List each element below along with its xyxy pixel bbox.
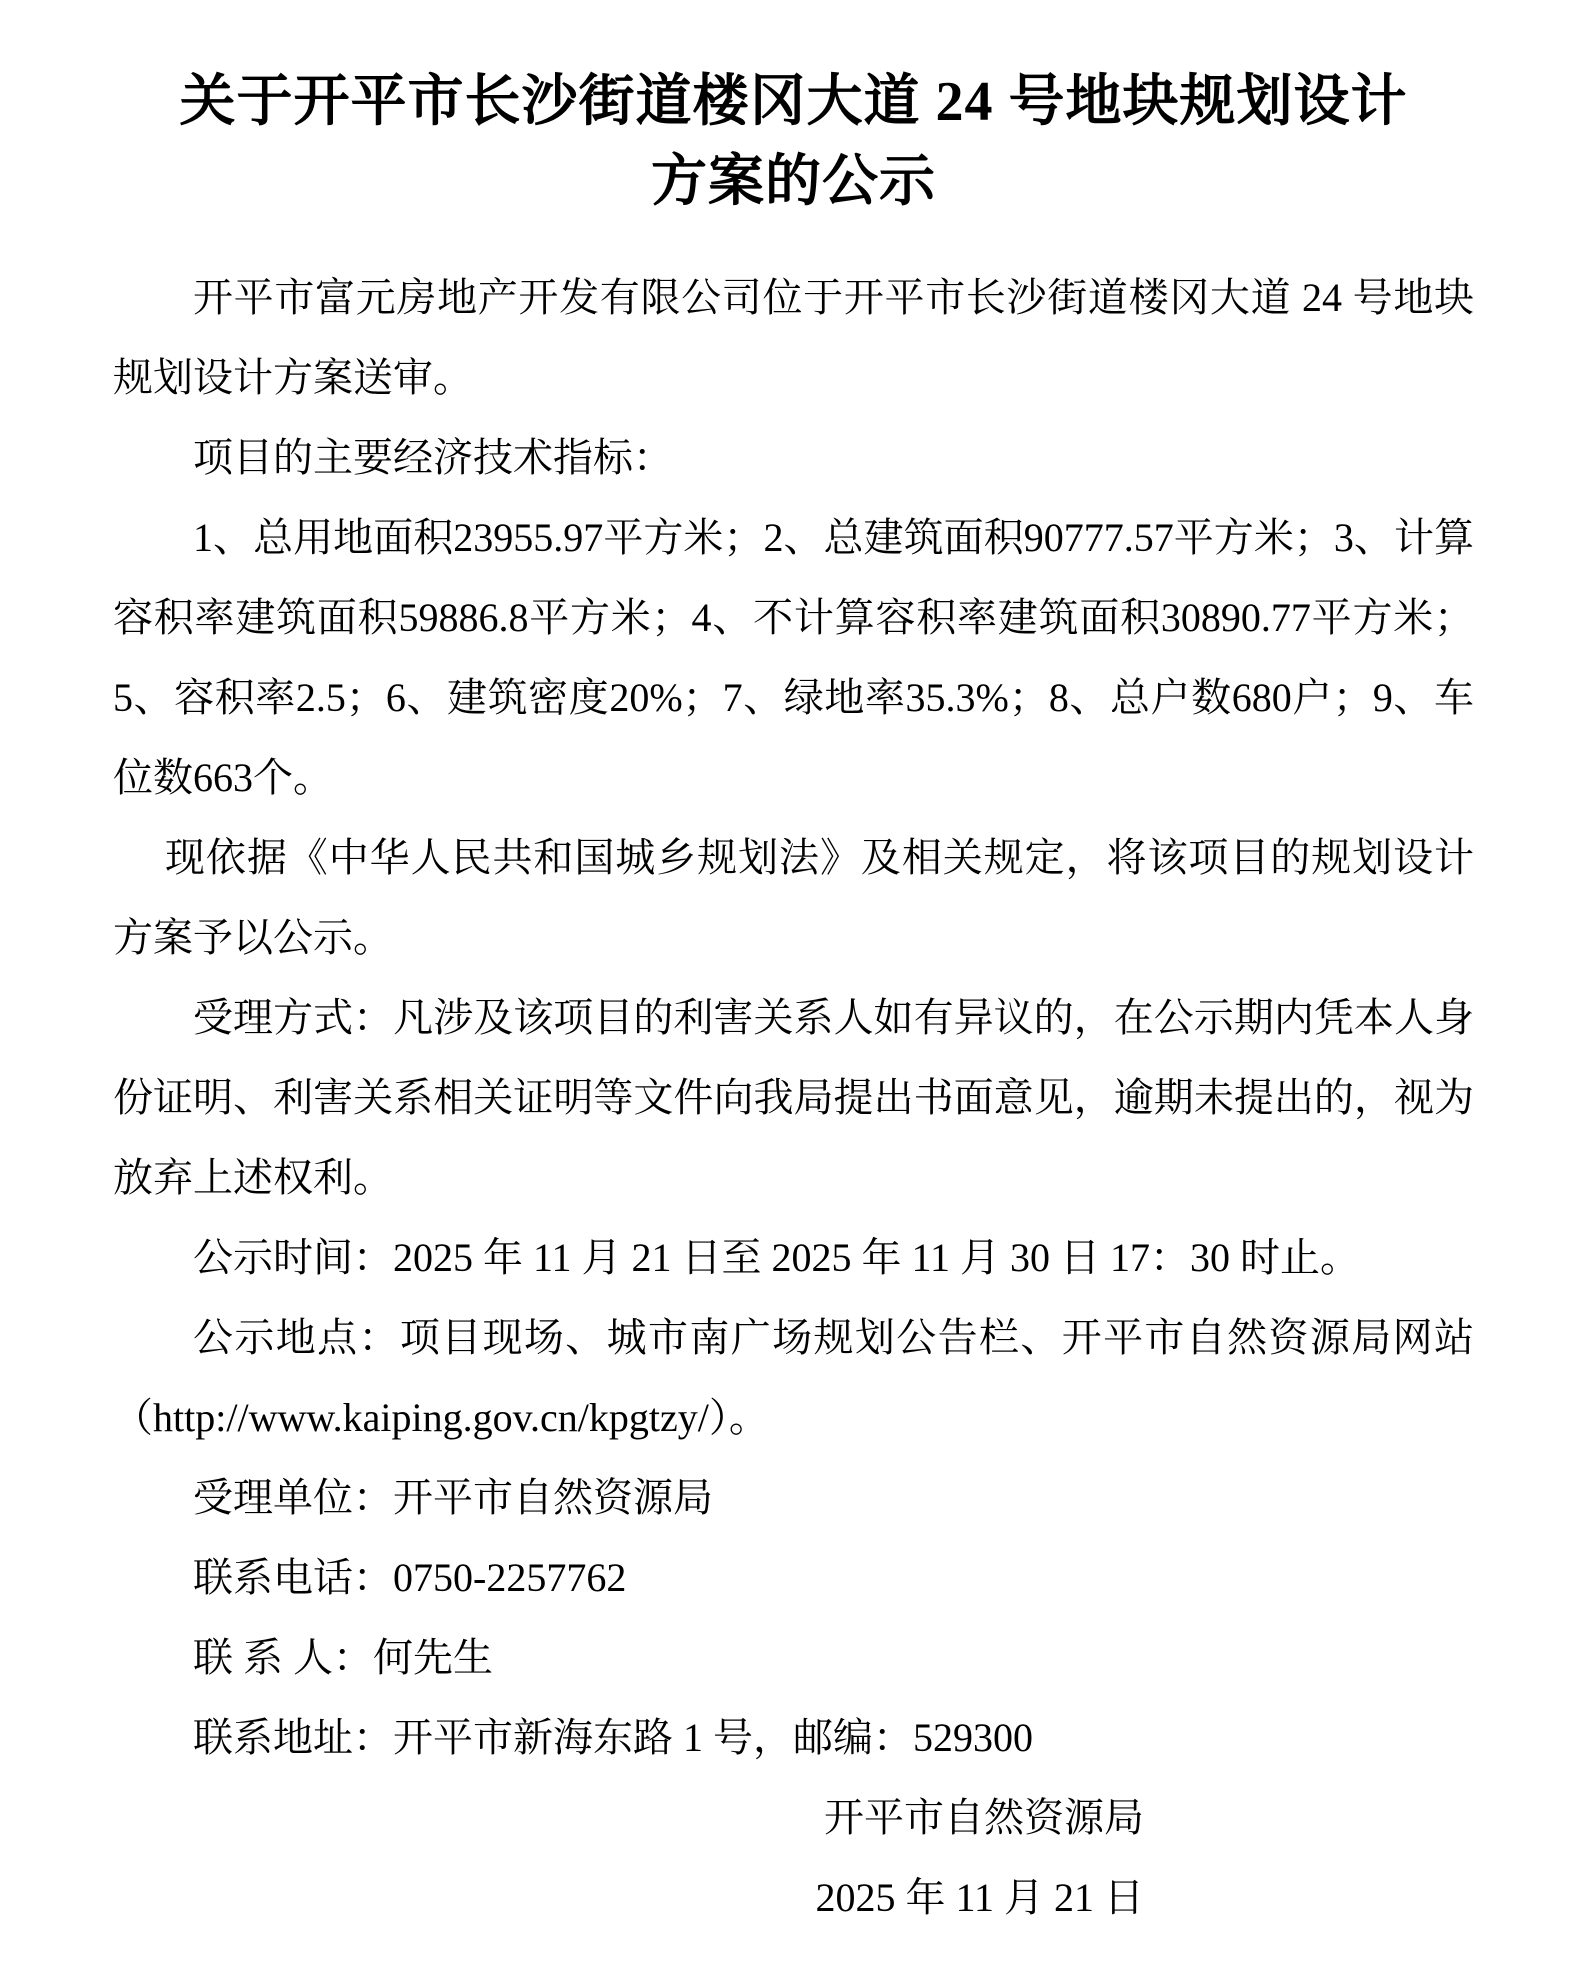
paragraph-acceptance-method: 受理方式：凡涉及该项目的利害关系人如有异议的，在公示期内凭本人身份证明、利害关系相关证明等文件向我局提出书面意见，逾期未提出的，视为放弃上述权利。	[113, 995, 1474, 1200]
paragraph-contact-address: 联系地址：开平市新海东路 1 号，邮编：529300	[193, 1715, 1033, 1760]
paragraph-intro: 开平市富元房地产开发有限公司位于开平市长沙街道楼冈大道 24 号地块规划设计方案送审。	[113, 275, 1474, 400]
paragraph-publicity-locations: 公示地点：项目现场、城市南广场规划公告栏、开平市自然资源局网站（http://www.kaiping.gov.cn/kpgtzy/）。	[113, 1315, 1474, 1440]
signature-block	[113, 1778, 1474, 1938]
paragraph-legal-basis: 现依据《中华人民共和国城乡规划法》及相关规定，将该项目的规划设计方案予以公示。	[113, 835, 1474, 960]
paragraph-indicators: 1、总用地面积23955.97平方米；2、总建筑面积90777.57平方米；3、计算容积率建筑面积59886.8平方米；4、不计算容积率建筑面积30890.77平方米；5、容积率2.5；6、建筑密度20%；7、绿地率35.3%；8、总户数680户；9、车位数663个。	[113, 515, 1474, 800]
document-body	[113, 258, 1474, 1778]
document-title-line-2: 方案的公示	[651, 151, 936, 213]
paragraph-metrics-heading: 项目的主要经济技术指标：	[193, 435, 673, 480]
paragraph-accepting-unit: 受理单位：开平市自然资源局	[193, 1475, 713, 1520]
signature-date: 2025 年 11 月 21 日	[815, 1875, 1144, 1920]
paragraph-contact-phone: 联系电话：0750-2257762	[193, 1555, 627, 1600]
document-title-line-1: 关于开平市长沙街道楼冈大道 24 号地块规划设计	[179, 71, 1408, 133]
document-title	[113, 62, 1474, 222]
signature-organization: 开平市自然资源局	[824, 1795, 1144, 1840]
paragraph-contact-person: 联 系 人：何先生	[193, 1635, 493, 1680]
paragraph-publicity-period: 公示时间：2025 年 11 月 21 日至 2025 年 11 月 30 日 17：30 时止。	[193, 1235, 1361, 1280]
